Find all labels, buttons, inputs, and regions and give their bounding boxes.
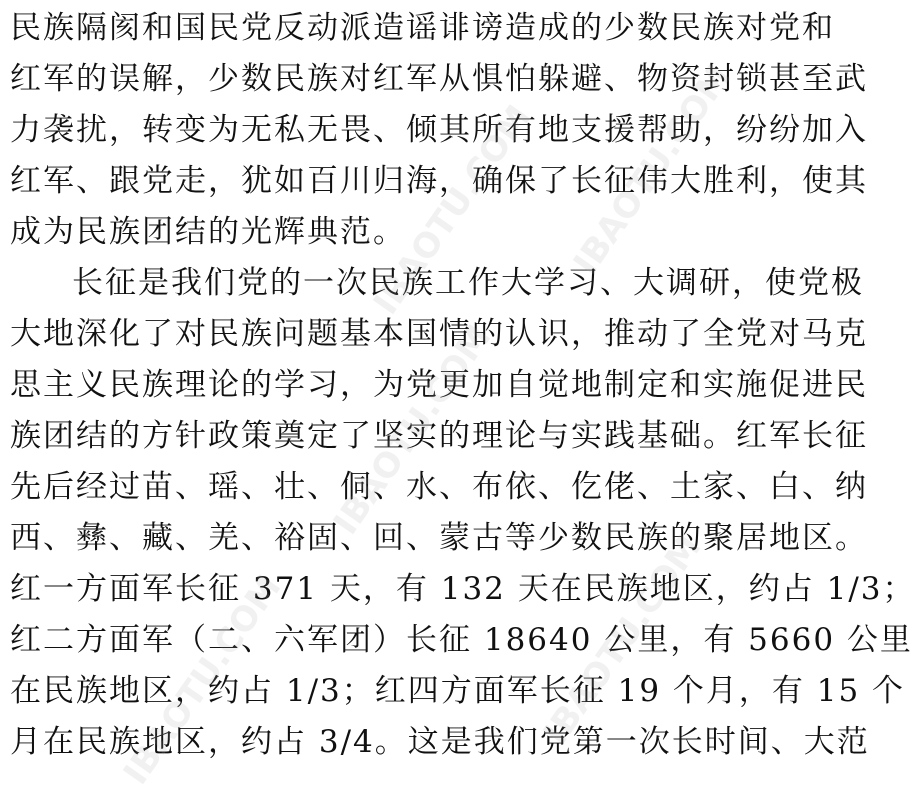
watermark: IBAOTU.COM (565, 58, 740, 282)
text-line-10: 先后经过苗、瑶、壮、侗、水、布依、仡佬、土家、白、纳 (10, 469, 868, 505)
text-line-2: 红军的误解，少数民族对红军从惧怕躲避、物资封锁甚至武 (10, 61, 868, 97)
text-line-5: 成为民族团结的光辉典范。 (10, 214, 406, 250)
text-line-11: 西、彝、藏、羌、裕固、回、蒙古等少数民族的聚居地区。 (10, 520, 868, 556)
watermark: IBAOTU.COM (365, 98, 540, 322)
paragraph-start-line: 长征是我们党的一次民族工作大学习、大调研，使党极 (72, 265, 864, 301)
text-line-7: 大地深化了对民族问题基本国情的认识，推动了全党对马克 (10, 316, 868, 352)
watermark: IBAOTU.COM (115, 568, 290, 792)
text-line-3: 力袭扰，转变为无私无畏、倾其所有地支援帮助，纷纷加入 (10, 112, 868, 148)
text-line-8: 思主义民族理论的学习，为党更加自觉地制定和实施促进民 (10, 367, 868, 403)
watermark: IBAOTU.COM (325, 318, 500, 542)
text-line-4: 红军、跟党走，犹如百川归海，确保了长征伟大胜利，使其 (10, 163, 868, 199)
text-line-1: 民族隔阂和国民党反动派造谣诽谤造成的少数民族对党和 (10, 10, 835, 46)
text-line-13: 红二方面军（二、六军团）长征 18640 公里，有 5660 公里 (10, 622, 913, 658)
text-line-15: 月在民族地区，约占 3/4。这是我们党第一次长时间、大范 (10, 724, 870, 760)
text-line-14: 在民族地区，约占 1/3；红四方面军长征 19 个月，有 15 个 (10, 673, 906, 709)
text-line-12: 红一方面军长征 371 天，有 132 天在民族地区，约占 1/3； (10, 571, 916, 607)
text-line-9: 族团结的方针政策奠定了坚实的理论与实践基础。红军长征 (10, 418, 868, 454)
watermark: IBAOTU.COM (535, 528, 710, 752)
